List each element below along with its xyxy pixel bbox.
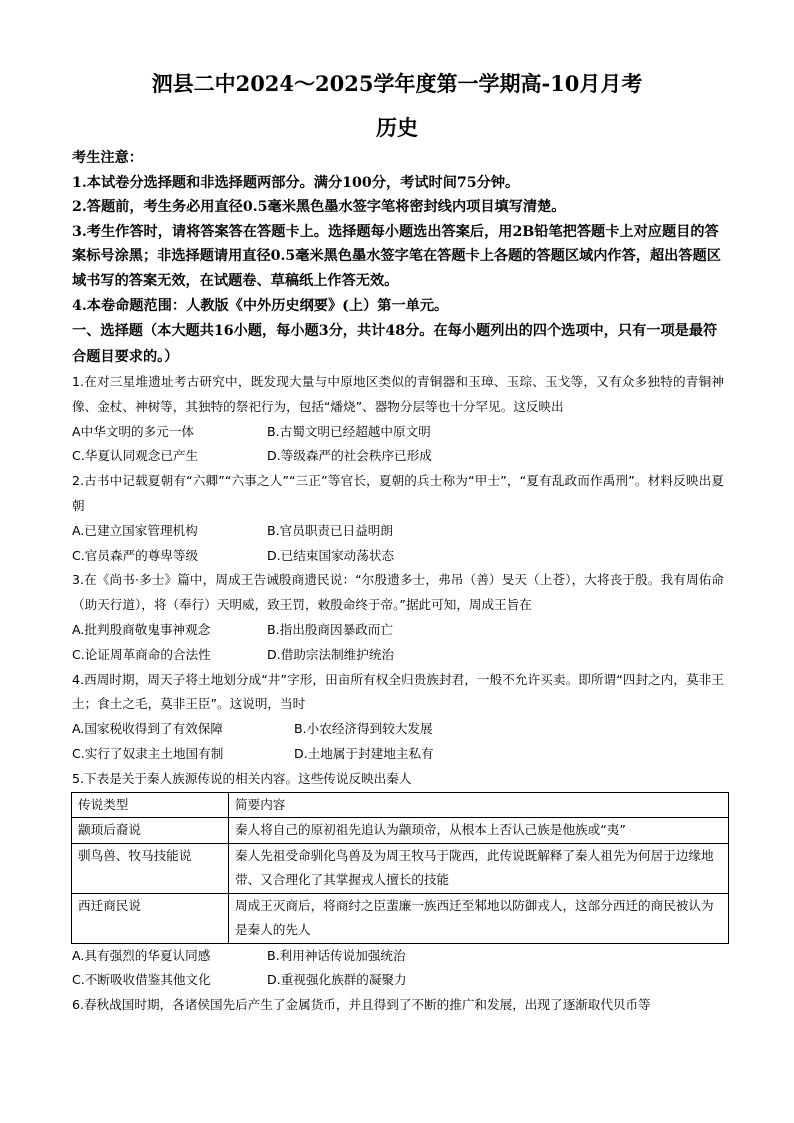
option-b: B.利用神话传说加强统治 xyxy=(267,947,406,963)
option-row xyxy=(72,519,724,544)
table-cell: 西迁商民说 xyxy=(72,893,229,943)
question-stem: 6.春秋战国时期，各诸侯国先后产生了金属货币，并且得到了不断的推广和发展，出现了逐渐取代贝币等 xyxy=(72,997,651,1013)
table-cell: 驯鸟兽、牧马技能说 xyxy=(72,843,229,893)
option-row xyxy=(72,968,724,993)
option-c: C.不断吸收借鉴其他文化 xyxy=(72,972,211,988)
notice-item: 2.答题前，考生务必用直径0.5毫米黑色墨水签字笔将密封线内项目填写清楚。 xyxy=(72,199,566,216)
option-row xyxy=(72,643,724,668)
option-b: B.指出殷商因暴政而亡 xyxy=(267,621,393,637)
table-cell: 秦人先祖受命驯化鸟兽及为周王牧马于陇西，此传说既解释了秦人祖先为何居于边缘地带、又合理化了其掌握戎人擅长的技能 xyxy=(229,843,729,893)
option-a: A.批判殷商敬鬼事神观念 xyxy=(72,621,211,637)
table-row xyxy=(72,818,729,844)
option-row xyxy=(72,944,724,969)
question-5 xyxy=(72,767,724,993)
table-cell: 颛顼后裔说 xyxy=(72,818,229,844)
option-d: D.等级森严的社会秩序已形成 xyxy=(267,448,432,464)
option-row xyxy=(72,420,724,445)
table-cell: 周成王灭商后，将商纣之臣蜚廉一族西迁至邾地以防御戎人，这部分西迁的商民被认为是秦人的先人 xyxy=(229,893,729,943)
option-row xyxy=(72,544,724,569)
question-stem: 4.西周时期，周天子将土地划分成“井”字形，田亩所有权全归贵族封君，一般不允许买卖。即所谓“四封之内，莫非王土；食土之毛，莫非王臣”。这说明，当时 xyxy=(72,671,724,712)
option-b: B.官员职责已日益明朗 xyxy=(267,522,393,538)
notice-item: 1.本试卷分选择题和非选择题两部分。满分100分，考试时间75分钟。 xyxy=(72,174,520,191)
option-c: C.官员森严的尊卑等级 xyxy=(72,547,199,563)
legend-table xyxy=(71,792,729,944)
subject-title: 历史 xyxy=(376,115,418,140)
option-row xyxy=(72,742,724,767)
option-b: B.古蜀文明已经超越中原文明 xyxy=(267,423,431,439)
question-6 xyxy=(72,993,724,1018)
option-row xyxy=(72,618,724,643)
option-a: A.具有强烈的华夏认同感 xyxy=(72,947,211,963)
option-c: C.论证周革商命的合法性 xyxy=(72,646,211,662)
option-a: A.已建立国家管理机构 xyxy=(72,522,198,538)
question-stem: 5.下表是关于秦人族源传说的相关内容。这些传说反映出秦人 xyxy=(72,770,412,786)
option-c: C.华夏认同观念已产生 xyxy=(72,448,199,464)
option-d: D.已结束国家动荡状态 xyxy=(267,547,395,563)
question-stem: 2.古书中记载夏朝有“六卿”“六事之人”“三正”等官长，夏朝的兵士称为“甲士”，“夏有乱政而作禹刑”。材料反映出夏朝 xyxy=(72,473,724,513)
option-a: A.国家税收得到了有效保障 xyxy=(72,721,223,737)
table-cell: 秦人将自己的原初祖先追认为颛顼帝，从根本上否认己族是他族或“夷” xyxy=(229,818,729,844)
question-stem: 1.在对三星堆遗址考古研究中，既发现大量与中原地区类似的青铜器和玉璋、玉琮、玉戈等，又有众多独特的青铜神像、金杖、神树等，其独特的祭祀行为，包括“燔烧”、器物分层等也十分罕见。这反映出 xyxy=(72,374,724,414)
exam-title: 泗县二中2024～2025学年度第一学期高-10月月考 xyxy=(151,71,643,96)
table-header-row xyxy=(72,792,729,818)
question-stem: 3.在《尚书·多士》篇中，周成王告诫殷商遗民说：“尔殷遗多士，弗吊（善）旻天（上苍），大将丧于殷。我有周佑命（助天行道），将（奉行）天明威，致王罚，敕殷命终于帝。”据此可知，周成王旨在 xyxy=(72,572,724,613)
table-row xyxy=(72,893,729,943)
option-row xyxy=(72,444,724,469)
option-b: B.小农经济得到较大发展 xyxy=(294,721,433,737)
table-header: 传说类型 xyxy=(72,792,229,818)
option-a: A中华文明的多元一体 xyxy=(72,423,194,439)
option-row xyxy=(72,717,724,742)
notice-item: 3.考生作答时，请将答案答在答题卡上。选择题每小题选出答案后，用2B铅笔把答题卡上对应题目的答案标号涂黑；非选择题请用直径0.5毫米黑色墨水签字笔在答题卡上各题的答题区域内作答，超出答题区域书写的答案无效，在试题卷、草稿纸上作答无效。 xyxy=(72,223,721,289)
question-1 xyxy=(72,370,724,469)
table-header: 简要内容 xyxy=(229,792,729,818)
notice-heading: 考生注意： xyxy=(72,150,143,166)
option-d: D.土地属于封建地主私有 xyxy=(294,745,434,761)
question-4 xyxy=(72,668,724,767)
question-3 xyxy=(72,568,724,667)
questions xyxy=(72,370,724,1018)
option-d: D.重视强化族群的凝聚力 xyxy=(267,972,407,988)
question-2 xyxy=(72,469,724,568)
option-d: D.借助宗法制维护统治 xyxy=(267,646,395,662)
candidate-notice xyxy=(72,146,724,318)
section-heading: 一、选择题（本大题共16小题，每小题3分，共计48分。在每小题列出的四个选项中，只有一项是最符合题目要求的。） xyxy=(72,323,718,365)
notice-item: 4.本卷命题范围：人教版《中外历史纲要》(上）第一单元。 xyxy=(72,297,449,314)
option-c: C.实行了奴隶主土地国有制 xyxy=(72,745,224,761)
table-row xyxy=(72,843,729,893)
